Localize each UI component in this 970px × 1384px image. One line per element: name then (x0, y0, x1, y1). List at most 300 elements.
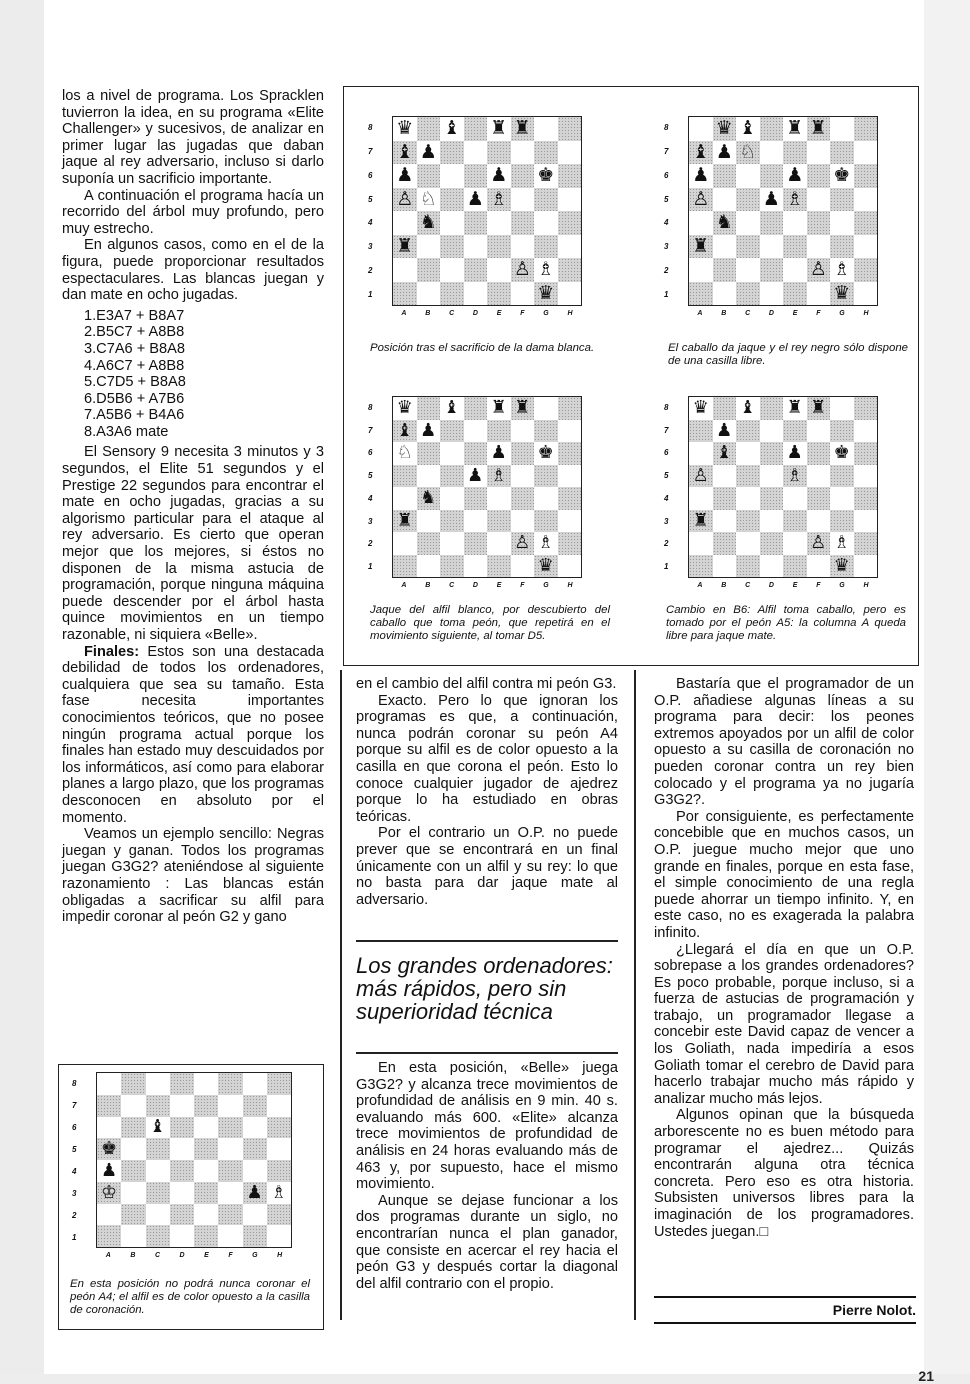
rank-labels: 8 7 6 5 4 3 2 1 (368, 402, 373, 572)
chess-piece-icon: ♗ (490, 187, 508, 210)
chess-piece-icon: ♙ (810, 532, 827, 554)
square-f8 (511, 117, 535, 141)
square-g6 (830, 442, 854, 465)
rank-labels: 8 7 6 5 4 3 2 1 (664, 123, 669, 299)
square-d2 (760, 258, 784, 282)
square-g6 (534, 164, 558, 188)
square-f7 (511, 420, 535, 443)
chess-piece-icon: ♝ (149, 1116, 166, 1138)
square-h5 (558, 465, 582, 488)
column-rule-left (340, 670, 342, 1320)
square-b2 (417, 258, 441, 282)
square-a4 (689, 211, 713, 235)
square-g3 (830, 235, 854, 259)
square-c1 (146, 1225, 170, 1247)
chess-piece-icon: ♟ (101, 1160, 118, 1181)
chess-board (392, 116, 582, 306)
square-f3 (807, 235, 831, 259)
square-d7 (760, 141, 784, 165)
square-g8 (243, 1073, 267, 1095)
square-d1 (464, 282, 488, 306)
square-h6 (267, 1117, 291, 1139)
square-e3 (783, 235, 807, 259)
square-e7 (487, 141, 511, 165)
chess-piece-icon: ♟ (396, 164, 414, 187)
square-h3 (558, 510, 582, 533)
chess-piece-icon: ♘ (419, 187, 437, 210)
chess-piece-icon: ♛ (692, 397, 709, 419)
finales-label: Finales: (84, 643, 140, 660)
square-d6 (760, 442, 784, 465)
chess-piece-icon: ♟ (420, 419, 437, 441)
square-g7 (830, 141, 854, 165)
square-g8 (830, 117, 854, 141)
square-d2 (464, 258, 488, 282)
square-e1 (783, 555, 807, 578)
square-e6 (783, 164, 807, 188)
square-c8 (736, 397, 760, 420)
square-g7 (243, 1095, 267, 1117)
square-c7 (736, 420, 760, 443)
square-d3 (760, 510, 784, 533)
square-a8 (393, 117, 417, 141)
square-h8 (558, 397, 582, 420)
square-c7 (736, 141, 760, 165)
square-c5 (146, 1138, 170, 1160)
chess-piece-icon: ♙ (513, 258, 531, 281)
square-d7 (760, 420, 784, 443)
chess-piece-icon: ♝ (396, 419, 413, 441)
file-labels: A B C D E F G H (401, 582, 573, 589)
square-c2 (736, 258, 760, 282)
square-e8 (487, 117, 511, 141)
square-h8 (854, 397, 878, 420)
square-b3 (713, 235, 737, 259)
square-e2 (194, 1204, 218, 1226)
square-d1 (464, 555, 488, 578)
chess-piece-icon: ♜ (396, 234, 414, 257)
square-c6 (736, 442, 760, 465)
square-c5 (440, 465, 464, 488)
square-g1 (830, 555, 854, 578)
page-number: 21 (918, 1368, 934, 1384)
square-h3 (267, 1182, 291, 1204)
square-b2 (713, 532, 737, 555)
chess-piece-icon: ♜ (692, 509, 709, 531)
square-e8 (783, 117, 807, 141)
move-6: 6.D5B6 + A7B6 (84, 390, 185, 407)
move-1: 1.E3A7 + B8A7 (84, 307, 185, 324)
col3-paragraph-3: ¿Llegará el día en que un O.P. sobrepase a los grandes ordenadores? Es poco probable, porque incluso, si a fuerza de astucias de programación y trabajo, un programador llegase a concebir este David capaz de vencer a los Goliath, nada impediría a esos Goliath tomar el cerebro de David para hacerlo trabajar mucho más rápido y analizar mucho más lejos. (654, 941, 914, 1107)
square-a2 (97, 1204, 121, 1226)
square-f3 (511, 235, 535, 259)
square-a7 (689, 420, 713, 443)
square-e6 (783, 442, 807, 465)
chess-piece-icon: ♜ (513, 117, 531, 140)
square-f8 (218, 1073, 242, 1095)
square-c1 (736, 282, 760, 306)
chess-piece-icon: ♜ (490, 397, 507, 419)
chess-piece-icon: ♙ (396, 187, 414, 210)
square-f1 (218, 1225, 242, 1247)
chess-piece-icon: ♗ (786, 464, 803, 486)
col2-paragraph-4: En esta posición, «Belle» juega G3G2? y alcanza trece movimientos de profundidad de análisis en 9 min. 40 s. evaluando más 600. «Elite» alcanza trece movimientos de profundidad de análisis en 24 horas evaluando más de 463 y, por supuesto, hace el mismo movimiento. (356, 1060, 618, 1193)
square-f6 (511, 442, 535, 465)
square-b6 (417, 442, 441, 465)
square-g8 (534, 397, 558, 420)
square-h2 (558, 258, 582, 282)
chess-piece-icon: ♟ (419, 140, 437, 163)
square-b1 (713, 555, 737, 578)
square-b4 (713, 487, 737, 510)
square-a3 (393, 235, 417, 259)
square-g6 (830, 164, 854, 188)
square-g5 (243, 1138, 267, 1160)
square-f2 (511, 532, 535, 555)
square-c8 (146, 1073, 170, 1095)
square-g2 (830, 532, 854, 555)
file-labels: A B C D E F G H (697, 310, 869, 317)
square-c4 (440, 211, 464, 235)
square-f4 (807, 487, 831, 510)
square-h5 (558, 188, 582, 212)
square-d4 (464, 487, 488, 510)
chess-piece-icon: ♝ (396, 140, 414, 163)
chess-piece-icon: ♗ (537, 258, 555, 281)
caption-bottom-left: En esta posición no podrá nunca coronar el peón A4; el alfil es de color opuesto a la casilla de coronación. (70, 1278, 310, 1317)
square-a2 (689, 258, 713, 282)
square-c1 (736, 555, 760, 578)
square-d1 (170, 1225, 194, 1247)
square-a5 (393, 465, 417, 488)
square-e1 (783, 282, 807, 306)
square-d3 (464, 235, 488, 259)
square-d2 (760, 532, 784, 555)
square-h4 (558, 487, 582, 510)
page-edge-left (0, 0, 44, 1384)
chess-piece-icon: ♟ (467, 464, 484, 486)
square-c8 (440, 117, 464, 141)
square-c6 (736, 164, 760, 188)
square-f4 (511, 487, 535, 510)
square-d2 (464, 532, 488, 555)
square-g2 (534, 258, 558, 282)
square-b7 (417, 141, 441, 165)
square-f6 (218, 1117, 242, 1139)
square-e5 (783, 188, 807, 212)
square-f4 (218, 1160, 242, 1182)
square-h6 (854, 442, 878, 465)
chess-piece-icon: ♟ (490, 442, 507, 464)
square-a7 (689, 141, 713, 165)
square-a2 (393, 532, 417, 555)
square-b5 (417, 465, 441, 488)
square-f7 (511, 141, 535, 165)
square-h2 (267, 1204, 291, 1226)
square-f4 (807, 211, 831, 235)
square-d3 (760, 235, 784, 259)
square-f2 (511, 258, 535, 282)
square-f6 (807, 164, 831, 188)
square-h6 (854, 164, 878, 188)
chess-piece-icon: ♛ (715, 117, 733, 140)
square-g4 (830, 211, 854, 235)
square-h5 (854, 188, 878, 212)
square-g5 (830, 465, 854, 488)
square-h3 (558, 235, 582, 259)
chess-piece-icon: ♝ (692, 140, 710, 163)
square-e4 (487, 487, 511, 510)
chess-piece-icon: ♝ (443, 117, 461, 140)
square-d6 (170, 1117, 194, 1139)
chess-piece-icon: ♗ (786, 187, 804, 210)
square-a3 (393, 510, 417, 533)
chess-piece-icon: ♛ (396, 117, 414, 140)
square-c2 (736, 532, 760, 555)
square-a6 (689, 164, 713, 188)
square-f2 (807, 532, 831, 555)
move-4: 4.A6C7 + A8B8 (84, 357, 185, 374)
square-g8 (534, 117, 558, 141)
square-e7 (487, 420, 511, 443)
square-f5 (807, 465, 831, 488)
square-a8 (393, 397, 417, 420)
square-a1 (393, 282, 417, 306)
square-e7 (194, 1095, 218, 1117)
col2-paragraph-1: en el cambio del alfil contra mi peón G3. (356, 676, 617, 692)
square-a3 (689, 510, 713, 533)
square-e2 (783, 258, 807, 282)
square-g3 (534, 235, 558, 259)
square-g1 (534, 282, 558, 306)
square-d5 (760, 465, 784, 488)
square-e3 (487, 510, 511, 533)
move-7: 7.A5B6 + B4A6 (84, 407, 185, 424)
square-a4 (393, 211, 417, 235)
chess-piece-icon: ♟ (246, 1181, 263, 1203)
heading-rule-bottom (356, 1052, 618, 1054)
col2-paragraph-2: Exacto. Pero lo que ignoran los programas es que, a continuación, nunca podrán coronar su peón A4 porque su alfil es de color opuesto a la casilla en que corona el peón. Esto lo conoce cualquier jugador de ajedrez porque lo ha estudiado en obras teóricas. (356, 692, 618, 825)
chess-piece-icon: ♜ (786, 397, 803, 419)
chess-piece-icon: ♟ (762, 187, 780, 210)
chess-piece-icon: ♞ (715, 211, 733, 234)
move-5: 5.C7D5 + B8A8 (84, 374, 186, 391)
page-edge-right (924, 0, 970, 1384)
chess-board (96, 1072, 292, 1248)
square-f5 (511, 188, 535, 212)
square-c7 (146, 1095, 170, 1117)
rank-labels: 8 7 6 5 4 3 2 1 (72, 1078, 77, 1242)
chess-piece-icon: ♛ (537, 554, 554, 576)
signature-rule (654, 1296, 916, 1298)
square-g1 (534, 555, 558, 578)
square-a7 (393, 141, 417, 165)
square-b3 (121, 1182, 145, 1204)
square-h7 (558, 141, 582, 165)
chess-piece-icon: ♟ (692, 164, 710, 187)
square-g5 (534, 188, 558, 212)
chess-piece-icon: ♜ (692, 234, 710, 257)
col1-paragraph-1: los a nivel de programa. Los Spracklen tuvierron la idea, en su programa «Elite Challenger» y sucesivos, de analizar en primer lugar las jugadas que daban jaque al rey adversario, incluso si darlo suponía un sacrificio importante. (62, 88, 324, 187)
square-a4 (689, 487, 713, 510)
square-b5 (713, 188, 737, 212)
square-e5 (783, 465, 807, 488)
chess-piece-icon: ♙ (809, 258, 827, 281)
col1-paragraph-4: El Sensory 9 necesita 3 minutos y 3 segundos, el Elite 51 segundos y el Prestige 22 segundos para encontrar el mate en ocho jugadas, gracias a su algorismo particular para el ataque al rey adversario. Es cierto que operan mejor que los mejores, si éstos no disponen de la misma astucia de programación, porque ninguna máquina puede descender por el árbol hasta quince movimientos en un tiempo razonable, ni siquiera «Belle». (62, 444, 324, 643)
square-f8 (807, 117, 831, 141)
square-c3 (440, 510, 464, 533)
chess-piece-icon: ♗ (833, 532, 850, 554)
square-f3 (218, 1182, 242, 1204)
square-b8 (417, 117, 441, 141)
square-f7 (218, 1095, 242, 1117)
square-g3 (243, 1182, 267, 1204)
square-f3 (511, 510, 535, 533)
square-c2 (440, 258, 464, 282)
square-f6 (511, 164, 535, 188)
square-a8 (689, 117, 713, 141)
chess-diagram-ml (368, 396, 594, 610)
square-d4 (760, 211, 784, 235)
square-a6 (689, 442, 713, 465)
square-a1 (689, 555, 713, 578)
square-a1 (393, 555, 417, 578)
square-h7 (854, 141, 878, 165)
square-a1 (97, 1225, 121, 1247)
move-2: 2.B5C7 + A8B8 (84, 324, 185, 341)
square-b3 (417, 510, 441, 533)
square-f6 (807, 442, 831, 465)
chess-piece-icon: ♝ (716, 442, 733, 464)
chess-board (688, 116, 878, 306)
square-d3 (170, 1182, 194, 1204)
square-h6 (558, 164, 582, 188)
square-b4 (417, 211, 441, 235)
square-e3 (783, 510, 807, 533)
square-e1 (487, 282, 511, 306)
chess-piece-icon: ♟ (490, 164, 508, 187)
square-e4 (487, 211, 511, 235)
caption-top-right: El caballo da jaque y el rey negro sólo dispone de una casilla libre. (668, 342, 908, 368)
square-a7 (393, 420, 417, 443)
square-e5 (487, 188, 511, 212)
chess-piece-icon: ♙ (514, 532, 531, 554)
square-c6 (146, 1117, 170, 1139)
move-3: 3.C7A6 + B8A8 (84, 340, 186, 357)
chess-piece-icon: ♟ (716, 419, 733, 441)
square-b5 (417, 188, 441, 212)
heading-rule-top (356, 940, 618, 942)
column-rule-right (634, 670, 636, 1320)
col1-paragraph-3: En algunos casos, como en el de la figura, puede proporcionar resultados espectaculares. Las blancas juegan y dan mate en ocho jugadas. (62, 237, 324, 304)
col1-paragraph-5 (62, 644, 324, 827)
square-g1 (243, 1225, 267, 1247)
chess-piece-icon: ♚ (833, 164, 851, 187)
square-d2 (170, 1204, 194, 1226)
col2-paragraph-5: Aunque se dejase funcionar a los dos programas durante un siglo, no encontrarían nunca el plan ganador, que consiste en acercar el rey hacia el peón G3 y después cortar la diagonal del alfil contrario con el propio. (356, 1192, 618, 1292)
square-b7 (417, 420, 441, 443)
square-g3 (830, 510, 854, 533)
square-e3 (194, 1182, 218, 1204)
square-c8 (736, 117, 760, 141)
rank-labels: 8 7 6 5 4 3 2 1 (664, 402, 669, 572)
chess-piece-icon: ♟ (786, 442, 803, 464)
col3-paragraph-1: Bastaría que el programador de un O.P. añadiese algunas líneas a su programa para decir: los peones extremos apoyados por un alfil de color opuesto a su casilla de coronación no pueden coronar contra un rey bien colocado y el programa ya no jugaría G3G2?. (654, 676, 914, 809)
square-h2 (558, 532, 582, 555)
square-h1 (558, 282, 582, 306)
square-h2 (854, 532, 878, 555)
square-d4 (170, 1160, 194, 1182)
square-c3 (146, 1182, 170, 1204)
chess-piece-icon: ♗ (490, 464, 507, 486)
section-heading: Los grandes ordenadores: más rápidos, pero sin superioridad técnica (356, 953, 613, 1024)
chess-piece-icon: ♛ (833, 554, 850, 576)
square-h3 (854, 235, 878, 259)
square-c1 (440, 555, 464, 578)
square-d5 (170, 1138, 194, 1160)
move-8: 8.A3A6 mate (84, 423, 169, 440)
square-h1 (854, 555, 878, 578)
chess-piece-icon: ♗ (833, 258, 851, 281)
square-a3 (689, 235, 713, 259)
square-h7 (267, 1095, 291, 1117)
square-c3 (736, 235, 760, 259)
col2-paragraph-3: Por el contrario un O.P. no puede prever que se encontrará en un final únicamente con un alfil y su rey: lo que no basta para dar jaque mate al adversario. (356, 825, 618, 908)
square-d8 (760, 397, 784, 420)
chess-piece-icon: ♘ (739, 140, 757, 163)
square-f8 (511, 397, 535, 420)
move-list (84, 308, 324, 441)
square-b8 (713, 117, 737, 141)
square-c4 (440, 487, 464, 510)
chess-piece-icon: ♘ (396, 442, 413, 464)
chess-piece-icon: ♗ (270, 1181, 287, 1203)
square-g2 (830, 258, 854, 282)
square-b8 (417, 397, 441, 420)
square-h4 (854, 211, 878, 235)
square-a6 (97, 1117, 121, 1139)
square-a6 (393, 164, 417, 188)
square-a5 (689, 465, 713, 488)
square-d1 (760, 282, 784, 306)
square-g6 (534, 442, 558, 465)
square-g6 (243, 1117, 267, 1139)
square-e4 (783, 211, 807, 235)
square-g7 (534, 420, 558, 443)
chess-piece-icon: ♛ (833, 281, 851, 304)
square-h4 (558, 211, 582, 235)
square-f1 (511, 555, 535, 578)
square-d1 (760, 555, 784, 578)
square-e7 (783, 141, 807, 165)
finales-text: Estos son una destacada debilidad de todos los ordenadores, cualquiera que sea su tamaño. Esta fase necesita importantes conocimientos teóricos, que no posee ningún programa actual porque los finales han estado muy descuidados por los informáticos, así como para elaborar planes a largo plazo, que los programas desconocen en absoluto por el momento. (62, 643, 324, 826)
square-e2 (487, 258, 511, 282)
square-e1 (487, 555, 511, 578)
chess-piece-icon: ♙ (692, 187, 710, 210)
square-f3 (807, 510, 831, 533)
square-b2 (121, 1204, 145, 1226)
square-g2 (243, 1204, 267, 1226)
square-b3 (713, 510, 737, 533)
chess-piece-icon: ♗ (537, 532, 554, 554)
square-g4 (830, 487, 854, 510)
square-d6 (464, 442, 488, 465)
square-c2 (146, 1204, 170, 1226)
square-e6 (487, 442, 511, 465)
chess-piece-icon: ♚ (833, 442, 850, 464)
square-h4 (854, 487, 878, 510)
square-e8 (487, 397, 511, 420)
